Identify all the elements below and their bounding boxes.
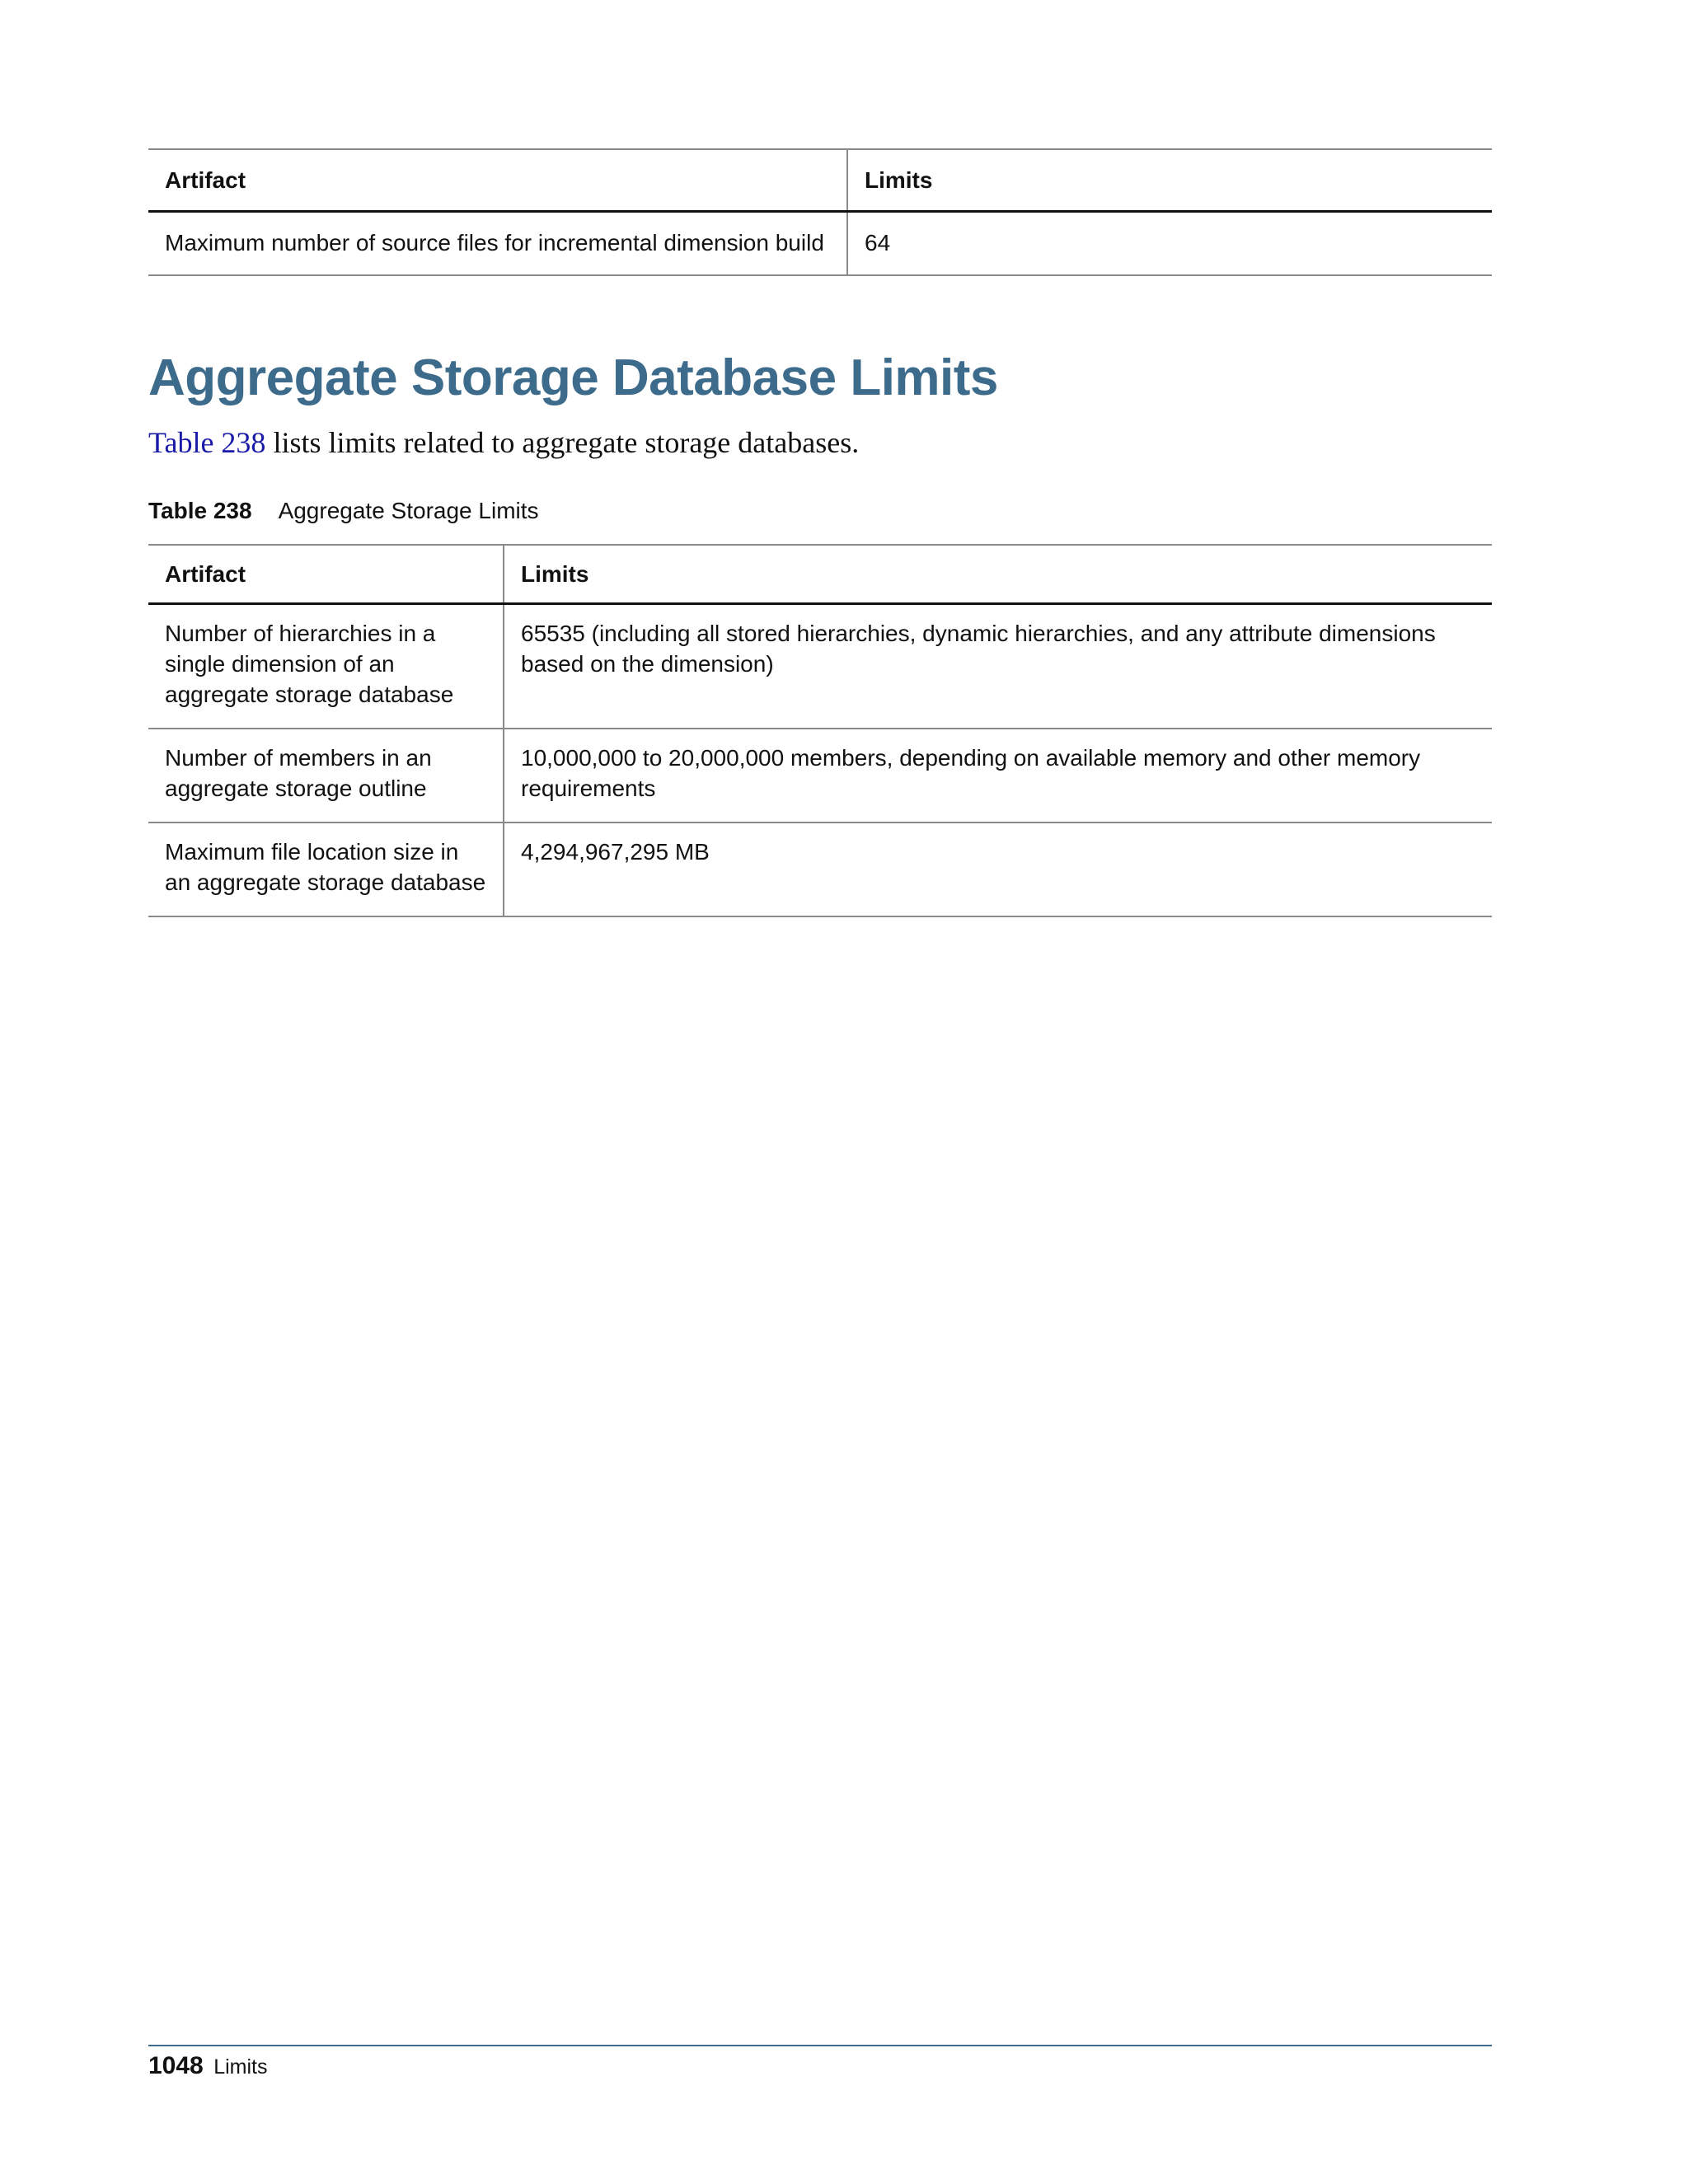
intro-text: lists limits related to aggregate storage databases. xyxy=(265,426,860,459)
column-header-artifact: Artifact xyxy=(148,545,504,604)
column-header-limits: Limits xyxy=(504,545,1492,604)
column-header-limits: Limits xyxy=(847,149,1492,212)
artifact-cell: Number of members in an aggregate storage outline xyxy=(148,729,504,823)
table-row xyxy=(148,212,1492,276)
artifact-cell: Number of hierarchies in a single dimension of an aggregate storage database xyxy=(148,604,504,729)
table-row xyxy=(148,823,1492,916)
footer-divider xyxy=(148,2045,1492,2046)
artifact-cell: Maximum file location size in an aggregate storage database xyxy=(148,823,504,916)
limit-cell: 64 xyxy=(847,212,1492,276)
limits-table-continued xyxy=(148,148,1492,276)
limit-cell: 10,000,000 to 20,000,000 members, depending on available memory and other memory requirements xyxy=(504,729,1492,823)
table-row xyxy=(148,604,1492,729)
table-caption xyxy=(148,496,539,526)
limit-cell: 4,294,967,295 MB xyxy=(504,823,1492,916)
aggregate-storage-limits-table xyxy=(148,544,1492,917)
table-caption-number: Table 238 xyxy=(148,498,252,523)
table-header-row xyxy=(148,545,1492,604)
artifact-cell: Maximum number of source files for incremental dimension build xyxy=(148,212,847,276)
footer-chapter-label: Limits xyxy=(213,2055,268,2079)
column-header-artifact: Artifact xyxy=(148,149,847,212)
table-header-row xyxy=(148,149,1492,212)
limit-cell: 65535 (including all stored hierarchies, dynamic hierarchies, and any attribute dimensions based on the dimension) xyxy=(504,604,1492,729)
table-238-link[interactable]: Table 238 xyxy=(148,426,266,459)
section-title: Aggregate Storage Database Limits xyxy=(148,349,998,406)
table-row xyxy=(148,729,1492,823)
intro-paragraph xyxy=(148,424,859,462)
page-number: 1048 xyxy=(148,2052,204,2079)
page-footer xyxy=(148,2052,268,2080)
table-caption-title: Aggregate Storage Limits xyxy=(278,498,539,523)
